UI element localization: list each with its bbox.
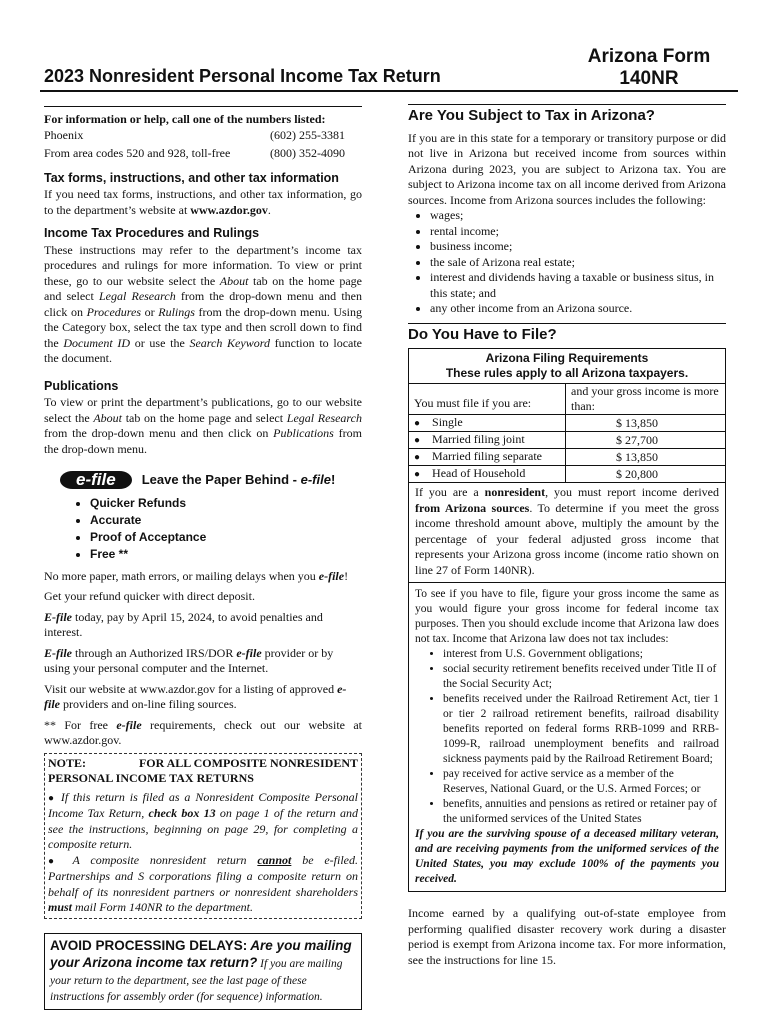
list-item: • Quicker Refunds: [90, 495, 362, 512]
azdor-link[interactable]: www.azdor.gov: [190, 202, 268, 217]
help-heading: For information or help, call one of the numbers listed:: [44, 112, 326, 126]
list-item: • rental income;: [430, 224, 726, 240]
requirements-subtitle: These rules apply to all Arizona taxpayers.: [445, 366, 689, 380]
table-row: ● Single $ 13,850: [409, 415, 725, 432]
note-heading: NOTE: FOR ALL COMPOSITE NONRESIDENT: [48, 755, 358, 770]
header-rule: [40, 90, 738, 92]
subject-list: [408, 208, 726, 317]
table-row: ● Married filing separate $ 13,850: [409, 449, 725, 466]
phone-row: [44, 128, 362, 144]
list-item: • Accurate: [90, 512, 362, 529]
filing-status: Single: [432, 415, 463, 429]
phone-label: Phoenix: [44, 127, 84, 142]
composite-note-box: [44, 753, 362, 919]
column-header: You must file if you are:: [409, 384, 566, 415]
efile-paragraph: Get your refund quicker with direct deposit.: [44, 589, 255, 603]
form-title-line2: 140NR: [619, 68, 679, 89]
phone-label: From area codes 520 and 928, toll-free: [44, 146, 231, 160]
help-section: [44, 106, 362, 162]
disaster-text: Income earned by a qualifying out-of-state employee from performing qualified disaster recovery work during a disaster period is exempt from Arizona income tax. For more information, see the instructions for line 15.: [408, 906, 726, 967]
file-heading: Do You Have to File?: [408, 323, 726, 343]
list-item: • wages;: [430, 208, 726, 224]
efile-tagline: Leave the Paper Behind - e-file!: [141, 472, 336, 487]
note-heading-line2: PERSONAL INCOME TAX RETURNS: [48, 771, 254, 785]
note-bullet: ● If this return is filed as a Nonresident Composite Personal Income Tax Return, check box 13 on page 1 of the return and see the instructions, beginning on page 29, for completing a composite return.: [48, 789, 359, 851]
page-title: 2023 Nonresident Personal Income Tax Return: [44, 66, 441, 86]
phone-number: (800) 352-4090: [270, 146, 345, 160]
table-header-row: [409, 384, 725, 415]
procedures-text: These instructions may refer to the department’s income tax procedures and rulings for more information. To view or print these, go to our website select the About tab on the home page and select Legal Research from the drop-down menu and then click on Procedures or Rulings from the drop-down menu. Using the Category box, select the tax type and then scroll down to find the Document ID or use the Search Keyword function to locate the document.: [44, 242, 363, 365]
filing-status: Married filing joint: [432, 432, 525, 446]
forms-text: If you need tax forms, instructions, and other tax information, go to the department’s website at www.azdor.gov.: [44, 187, 362, 217]
list-item: • social security retirement benefits received under Title II of the Social Security Act;: [443, 662, 719, 692]
efile-paragraph: E-file today, pay by April 15, 2024, to avoid penalties and interest.: [44, 609, 323, 639]
efile-paragraph: No more paper, math errors, or mailing delays when you e-file!: [44, 568, 349, 583]
filing-status: Head of Household: [432, 466, 526, 480]
exclusions-box: [408, 583, 726, 892]
filing-requirements-box: [408, 348, 726, 583]
note-bullet: ● A composite nonresident return cannot be e-filed. Partnerships and S corporations filing a composite return on behalf of its nonresident partners or nonresident shareholders must mail Form 140NR to the department.: [48, 852, 358, 914]
phone-row: [44, 146, 362, 162]
threshold-amount: $ 27,700: [566, 432, 726, 449]
left-column: [44, 106, 362, 1010]
list-item: • interest and dividends having a taxable or business situs, in this state; and: [430, 270, 726, 301]
subject-text: If you are in this state for a temporary or transitory purpose or did not live in Arizona but received income from sources within Arizona during 2023, you are subject to Arizona tax. You are subject to Arizona income tax on all income derived from Arizona sources. Income from Arizona sources includes the following:: [408, 130, 726, 207]
column-header: and your gross income is more than:: [566, 384, 726, 415]
phone-number: (602) 255-3381: [270, 127, 345, 142]
requirements-table: [409, 383, 725, 483]
publications-heading: Publications: [44, 378, 119, 393]
nonresident-text: If you are a nonresident, you must report income derived from Arizona sources. To determine if you meet the gross income threshold amount above, multiply the amount by the percentage of your federal adjusted gross income that represents your Arizona gross income (income ratio shown on line 27 of Form 140NR).: [415, 485, 720, 577]
subject-heading: Are You Subject to Tax in Arizona?: [408, 104, 726, 124]
threshold-amount: $ 20,800: [566, 466, 726, 483]
list-item: • Proof of Acceptance: [90, 529, 362, 546]
list-item: • benefits received under the Railroad Retirement Act, tier 1 or tier 2 railroad retirement benefits, railroad disability benefits reported on federal forms RRB-1099 and RRB-1099-R, railroad unemployment benefits and railroad sickness payments paid by the Railroad Retirement Board;: [443, 692, 719, 767]
avoid-question: Are you mailing your Arizona income tax return?: [50, 937, 352, 970]
list-item: • pay received for active service as a member of the Reserves, National Guard, or the U.S. Armed Forces; or: [443, 767, 719, 797]
exclusions-intro: To see if you have to file, figure your gross income the same as you would figure your gross income for federal income tax purposes. Then you should exclude income that Arizona law does not tax. Income that Arizona law does not tax includes:: [415, 588, 719, 645]
avoid-text: If you are mailing your return to the department, see the last page of these instructions for assembly order (for sequence) information.: [50, 958, 343, 1003]
exclusions-list: [415, 647, 719, 827]
efile-paragraph: ** For free e-file requirements, check out our website at www.azdor.gov.: [44, 717, 362, 747]
efile-banner: [44, 471, 362, 489]
list-item: • Free **: [90, 546, 362, 563]
requirements-title: Arizona Filing Requirements: [485, 351, 649, 365]
list-item: • interest from U.S. Government obligations;: [443, 647, 719, 662]
right-column: [408, 104, 726, 968]
table-row: ● Head of Household $ 20,800: [409, 466, 725, 483]
threshold-amount: $ 13,850: [566, 449, 726, 466]
publications-text: To view or print the department’s publications, go to our website select the About tab on the home page and select Legal Research from the drop-down menu and then click on Publications from the drop-down menu.: [44, 395, 362, 456]
list-item: • benefits, annuities and pensions as retired or retainer pay of the uniformed services of the United States: [443, 797, 719, 827]
filing-status: Married filing separate: [432, 449, 542, 463]
efile-benefits: [44, 495, 362, 563]
efile-paragraph: Visit our website at www.azdor.gov for a listing of approved e-file providers and on-line filing sources.: [44, 681, 347, 711]
threshold-amount: $ 13,850: [566, 415, 726, 432]
military-spouse-note: If you are the surviving spouse of a deceased military veteran, and are receiving payments from the uniformed services of the United States, you may exclude 100% of the payments you received.: [415, 828, 719, 885]
table-row: ● Married filing joint $ 27,700: [409, 432, 725, 449]
procedures-heading: Income Tax Procedures and Rulings: [44, 226, 260, 240]
avoid-delays-box: [44, 933, 362, 1010]
avoid-heading: AVOID PROCESSING DELAYS:: [50, 937, 248, 953]
form-title-line1: Arizona Form: [587, 46, 711, 67]
list-item: • business income;: [430, 239, 726, 255]
efile-paragraph: E-file through an Authorized IRS/DOR e-file provider or by using your personal computer and the Internet.: [44, 645, 334, 675]
list-item: • the sale of Arizona real estate;: [430, 255, 726, 271]
forms-heading: Tax forms, instructions, and other tax information: [44, 170, 339, 185]
efile-logo: e-file: [60, 471, 132, 489]
form-number: [560, 46, 738, 90]
list-item: • any other income from an Arizona source.: [430, 301, 726, 317]
